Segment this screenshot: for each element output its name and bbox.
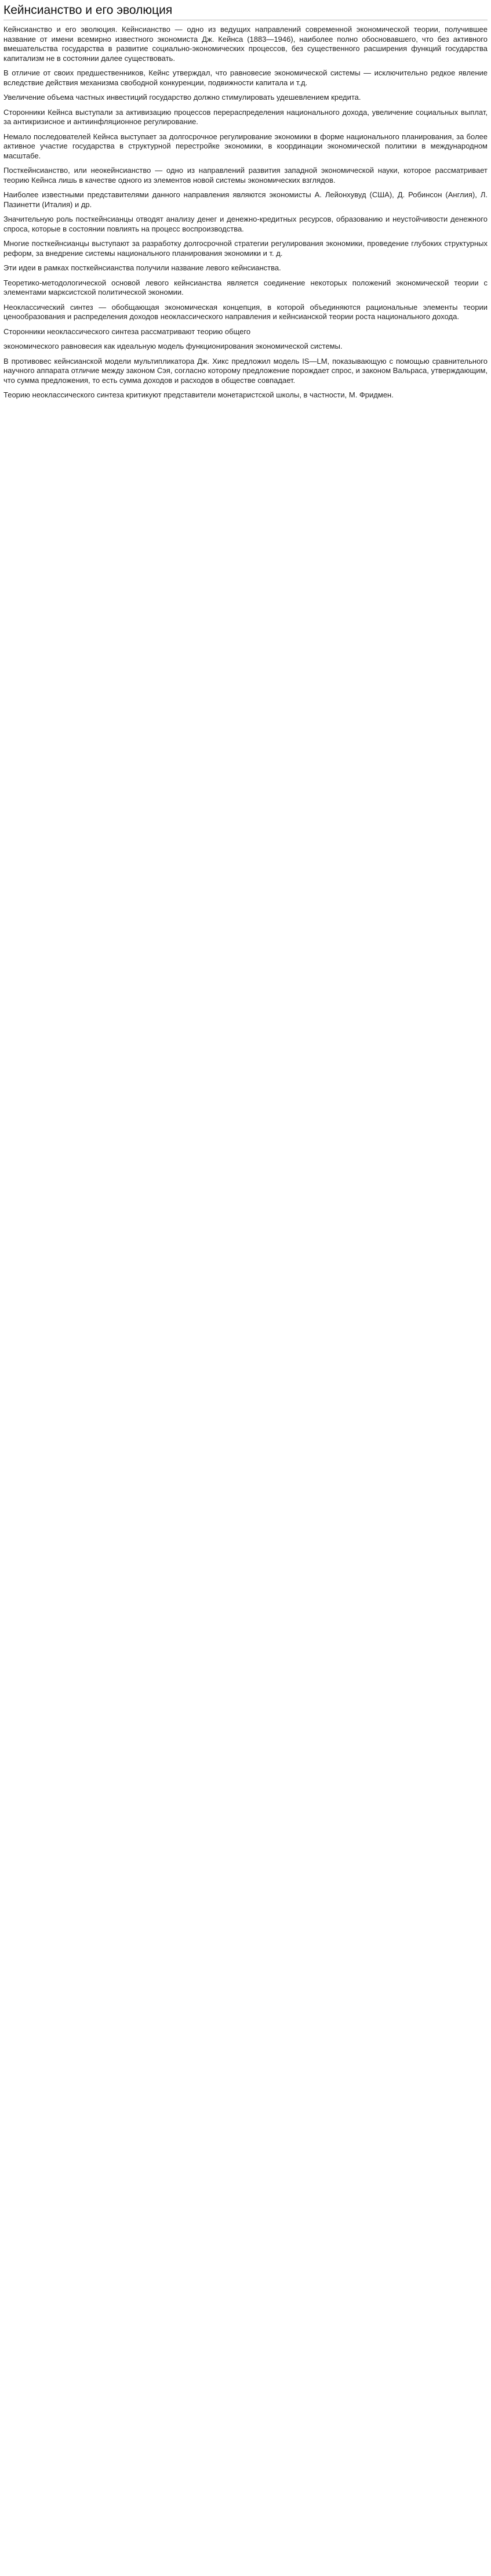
article-paragraph: Теорию неоклассического синтеза критикуют представители монетаристской школы, в частности, М. Фридмен. — [3, 390, 394, 399]
page-title: Кейнсианство и его эволюция — [3, 3, 488, 20]
article-paragraph: Сторонники неоклассического синтеза рассматривают теорию общего — [3, 327, 251, 336]
article-paragraph: Многие посткейнсианцы выступают за разработку долгосрочной стратегии регулирования экономики, проведение глубоких структурных реформ, за внедрение системы национального планирования экономики и т. д. — [3, 239, 488, 258]
article-paragraph: Эти идеи в рамках посткейнсианства получили название левого кейнсианства. — [3, 263, 281, 272]
article-body — [3, 25, 488, 400]
article-paragraph: В противовес кейнсианской модели мультипликатора Дж. Хикс предложил модель IS—LM, показывающую с помощью сравнительного научного аппарата отличие между законом Сэя, согласно которому предложение порождает спрос, и законом Вальраса, утверждающим, что сумма предложения, то есть сумма доходов и расходов в обществе совпадает. — [3, 356, 488, 385]
article-page — [0, 0, 491, 417]
article-paragraph: Значительную роль посткейнсианцы отводят анализу денег и денежно-кредитных ресурсов, образованию и неустойчивости денежного спроса, которые в состоянии повлиять на процесс воспроизводства. — [3, 215, 488, 233]
article-paragraph: Наиболее известными представителями данного направления являются экономисты А. Лейонхувуд (США), Д. Робинсон (Англия), Л. Пазинетти (Италия) и др. — [3, 190, 488, 209]
article-paragraph: Неоклассический синтез — обобщающая экономическая концепция, в которой объединяются рациональные элементы теории ценообразования и распределения доходов неоклассического направления и кейнсианской теории роста национального дохода. — [3, 302, 488, 321]
article-paragraph: Посткейнсианство, или неокейнсианство — одно из направлений развития западной экономической науки, которое рассматривает теорию Кейнса лишь в качестве одного из элементов новой системы экономических взглядов. — [3, 166, 488, 184]
article-paragraph: Кейнсианство и его эволюция. Кейнсианство — одно из ведущих направлений современной экономической теории, получившее название от имени всемирно известного экономиста Дж. Кейнса (1883—1946), наиболее полно обосновавшего, что без активного вмешательства государства в развитие социально-экономических процессов, без существенного расширения функций государства капитализм не в состоянии далее существовать. — [3, 25, 488, 63]
article-paragraph: В отличие от своих предшественников, Кейнс утверждал, что равновесие экономической системы — исключительно редкое явление вследствие действия механизма свободной конкуренции, подвижности капитала и т.д. — [3, 68, 488, 87]
article-paragraph: экономического равновесия как идеальную модель функционирования экономической системы. — [3, 342, 343, 350]
article-paragraph: Увеличение объема частных инвестиций государство должно стимулировать удешевлением кредита. — [3, 93, 361, 102]
article-paragraph: Сторонники Кейнса выступали за активизацию процессов перераспределения национального дохода, увеличение социальных выплат, за антикризисное и антиинфляционное регулирование. — [3, 107, 488, 126]
article-paragraph: Немало последователей Кейнса выступает за долгосрочное регулирование экономики в форме национального планирования, за более активное участие государства в структурной перестройке экономики, в координации экономической политики в международном масштабе. — [3, 132, 488, 160]
article-paragraph: Теоретико-методологической основой левого кейнсианства является соединение некоторых положений экономической теории с элементами марксистской политической экономии. — [3, 278, 488, 296]
